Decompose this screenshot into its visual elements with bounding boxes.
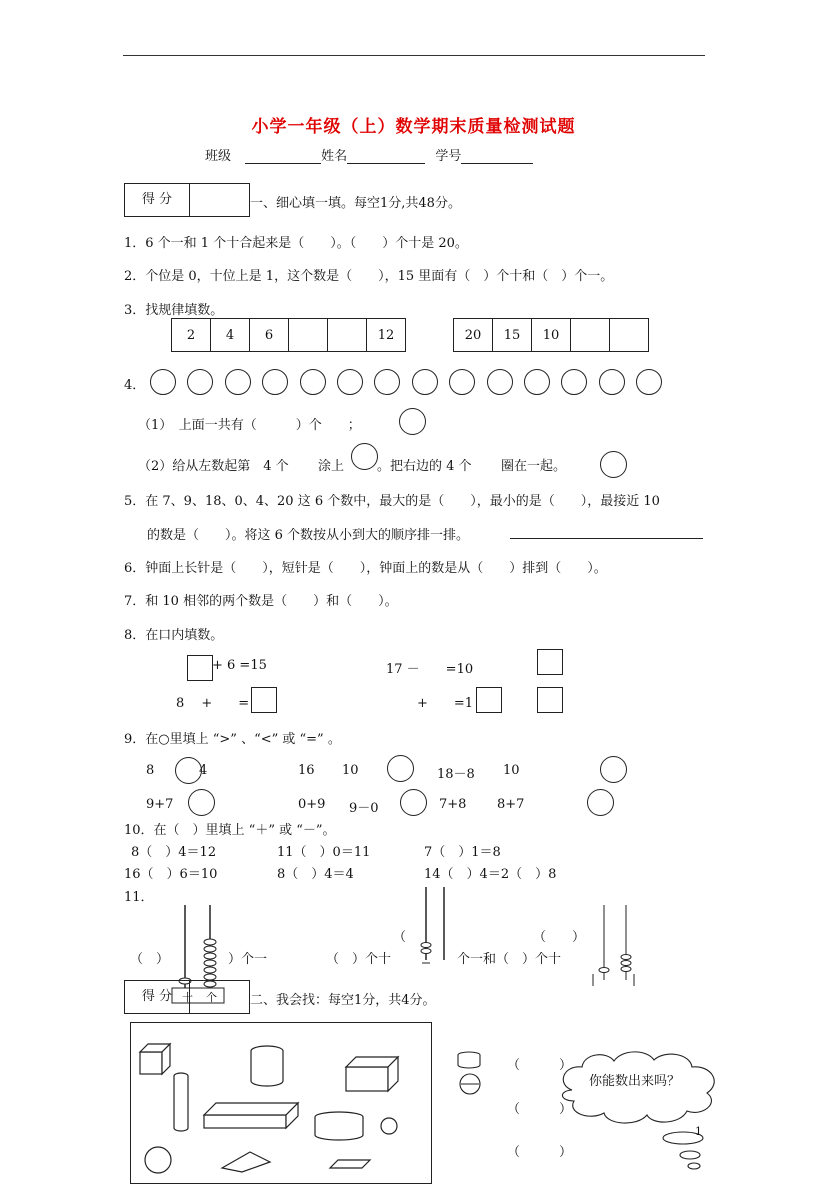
- solid-shapes-illustration: [130, 1022, 430, 1170]
- question-5-line-1: 5．在 7、9、18、0、4、20 这 6 个数中，最大的是（ ），最小的是（ ），最接近 10: [124, 494, 660, 509]
- question-4-part-2a: （2）给从左数起第 4 个: [138, 459, 289, 474]
- q8-row1-left: + 6 =15: [212, 658, 267, 673]
- question-4-part-2d: 圈在一起。: [501, 459, 567, 474]
- score-blank[interactable]: [190, 981, 248, 1013]
- q11-text: （: [393, 930, 407, 945]
- answer-box[interactable]: [476, 687, 502, 713]
- question-1: 1．6 个一和 1 个十合起来是（ ）。（ ）个十是 20。: [124, 236, 468, 251]
- question-4-part-2b: 涂上: [318, 459, 345, 474]
- compare-circle[interactable]: [400, 789, 427, 816]
- section-2-heading: 二、我会找：每空1分，共4分。: [250, 993, 436, 1008]
- circle-icon: [636, 369, 662, 395]
- question-5-line-2: 的数是（ ）。将这 6 个数按从小到大的顺序排一排。: [147, 528, 470, 543]
- circle-icon: [412, 369, 438, 395]
- answer-box[interactable]: [187, 655, 213, 681]
- sequence-table-2: [453, 318, 649, 352]
- page-number: 1: [695, 1125, 702, 1138]
- circle-icon: [599, 369, 625, 395]
- question-10: 10．在（ ）里填上 “＋” 或 “－”。: [124, 823, 336, 838]
- question-6: 6．钟面上长针是（ ），短针是（ ），钟面上的数是从（ ）排到（ ）。: [124, 561, 607, 576]
- seq2-blank[interactable]: [571, 319, 610, 352]
- q9-value: 16: [298, 763, 315, 778]
- circle-icon: [524, 369, 550, 395]
- circle-icon: [337, 369, 363, 395]
- compare-circle[interactable]: [188, 789, 215, 816]
- q9-value: 10: [342, 763, 359, 778]
- circle-icon: [399, 408, 426, 435]
- answer-line[interactable]: [510, 538, 703, 539]
- seq1-blank[interactable]: [289, 319, 328, 352]
- compare-circle[interactable]: [387, 755, 414, 782]
- compare-circle[interactable]: [600, 756, 627, 783]
- circle-icon: [561, 369, 587, 395]
- abacus-icon: [418, 885, 458, 970]
- circle-icon: [262, 369, 288, 395]
- compare-circle[interactable]: [587, 789, 614, 816]
- q10-item: 8（ ）4＝12: [131, 845, 217, 860]
- abacus-label-tens: 十: [182, 991, 193, 1004]
- circle-icon: [351, 443, 378, 470]
- q9-value: 10: [503, 763, 520, 778]
- abacus-icon: [590, 900, 635, 990]
- circle-icon: [225, 369, 251, 395]
- circle-icon: [187, 369, 213, 395]
- q8-row2-left: 8 + =: [176, 696, 250, 711]
- q11-text: 个一和（ ）个十: [457, 952, 562, 967]
- seq2-cell: 10: [532, 319, 571, 352]
- circle-icon: [300, 369, 326, 395]
- answer-box[interactable]: [251, 687, 277, 713]
- class-label: 班级: [205, 149, 232, 164]
- circle-icon: [600, 451, 627, 478]
- question-3: 3．找规律填数。: [124, 303, 224, 318]
- question-9: 9．在○里填上 “>” 、“<” 或 “=” 。: [124, 732, 341, 747]
- circle-icon: [487, 369, 513, 395]
- thought-cloud-icon: [552, 1045, 742, 1170]
- question-4: 4．: [124, 378, 146, 393]
- name-field[interactable]: [347, 149, 425, 164]
- page-title: 小学一年级（上）数学期末质量检测试题: [251, 117, 576, 137]
- abacus-label-ones: 个: [206, 991, 217, 1004]
- answer-box[interactable]: [537, 649, 563, 675]
- q9-value: 8+7: [497, 797, 525, 812]
- student-info: [205, 145, 533, 164]
- q9-value: 4: [199, 763, 208, 778]
- seq1-cell: 2: [172, 319, 211, 352]
- id-field[interactable]: [461, 149, 533, 164]
- score-box-1: [124, 183, 250, 217]
- seq1-cell: 4: [211, 319, 250, 352]
- cloud-text: 你能数出来吗？: [589, 1074, 681, 1089]
- question-8: 8．在口内填数。: [124, 628, 224, 643]
- compare-circle[interactable]: [175, 757, 202, 784]
- q11-text: （ ）: [533, 930, 586, 945]
- cylinder-and-sphere-icons: [455, 1050, 485, 1098]
- seq2-cell: 15: [493, 319, 532, 352]
- find-blank-3[interactable]: （ ）: [507, 1145, 573, 1160]
- q10-item: 11（ ）0＝11: [277, 845, 371, 860]
- seq1-cell: 12: [367, 319, 406, 352]
- question-11: 11．: [124, 890, 154, 905]
- q9-value: 18－8: [437, 767, 475, 782]
- sequence-table-1: [171, 318, 406, 352]
- score-blank[interactable]: [190, 184, 248, 216]
- q11-text: （ ）个十: [326, 952, 392, 967]
- question-2: 2．个位是 0，十位上是 1，这个数是（ ），15 里面有（ ）个十和（ ）个一。: [124, 269, 614, 284]
- seq1-cell: 6: [250, 319, 289, 352]
- question-4-part-2c: 。把右边的 4 个: [377, 459, 472, 474]
- score-box-2: [124, 980, 250, 1014]
- question-7: 7．和 10 相邻的两个数是（ ）和（ ）。: [124, 594, 398, 609]
- id-label: 学号: [435, 149, 462, 164]
- circle-icon: [374, 369, 400, 395]
- score-label: 得 分: [125, 981, 190, 1013]
- q9-value: 0+9: [298, 797, 326, 812]
- find-blank-1[interactable]: （ ）: [507, 1058, 573, 1073]
- score-label: 得 分: [125, 184, 190, 216]
- q9-value: 9+7: [146, 797, 174, 812]
- q8-row1-right: 17 － =10: [386, 662, 474, 677]
- class-field[interactable]: [245, 149, 321, 164]
- q8-row2-right: + =1: [417, 696, 474, 711]
- q10-item: 7（ ）1＝8: [424, 845, 501, 860]
- find-blank-2[interactable]: （ ）: [507, 1102, 573, 1117]
- circle-icon: [449, 369, 475, 395]
- q9-value: 9－0: [349, 801, 379, 816]
- name-label: 姓名: [321, 149, 348, 164]
- q10-item: 8（ ）4＝4: [277, 867, 354, 882]
- q11-blank: （ ）: [130, 952, 170, 967]
- seq2-blank[interactable]: [610, 319, 649, 352]
- seq2-cell: 20: [454, 319, 493, 352]
- q10-item: 14（ ）4＝2（ ）8: [424, 867, 557, 882]
- section-1-heading: 一、细心填一填。每空1分,共48分。: [250, 196, 461, 211]
- q9-value: 7+8: [439, 797, 467, 812]
- circle-icon: [150, 369, 176, 395]
- question-4-part-1: （1） 上面一共有（ ）个 ；: [138, 418, 361, 433]
- answer-box[interactable]: [537, 687, 563, 713]
- seq1-blank[interactable]: [328, 319, 367, 352]
- q11-text: ）个一: [228, 952, 268, 967]
- q10-item: 16（ ）6＝10: [124, 867, 218, 882]
- q9-value: 8: [146, 763, 155, 778]
- top-rule: [123, 55, 705, 56]
